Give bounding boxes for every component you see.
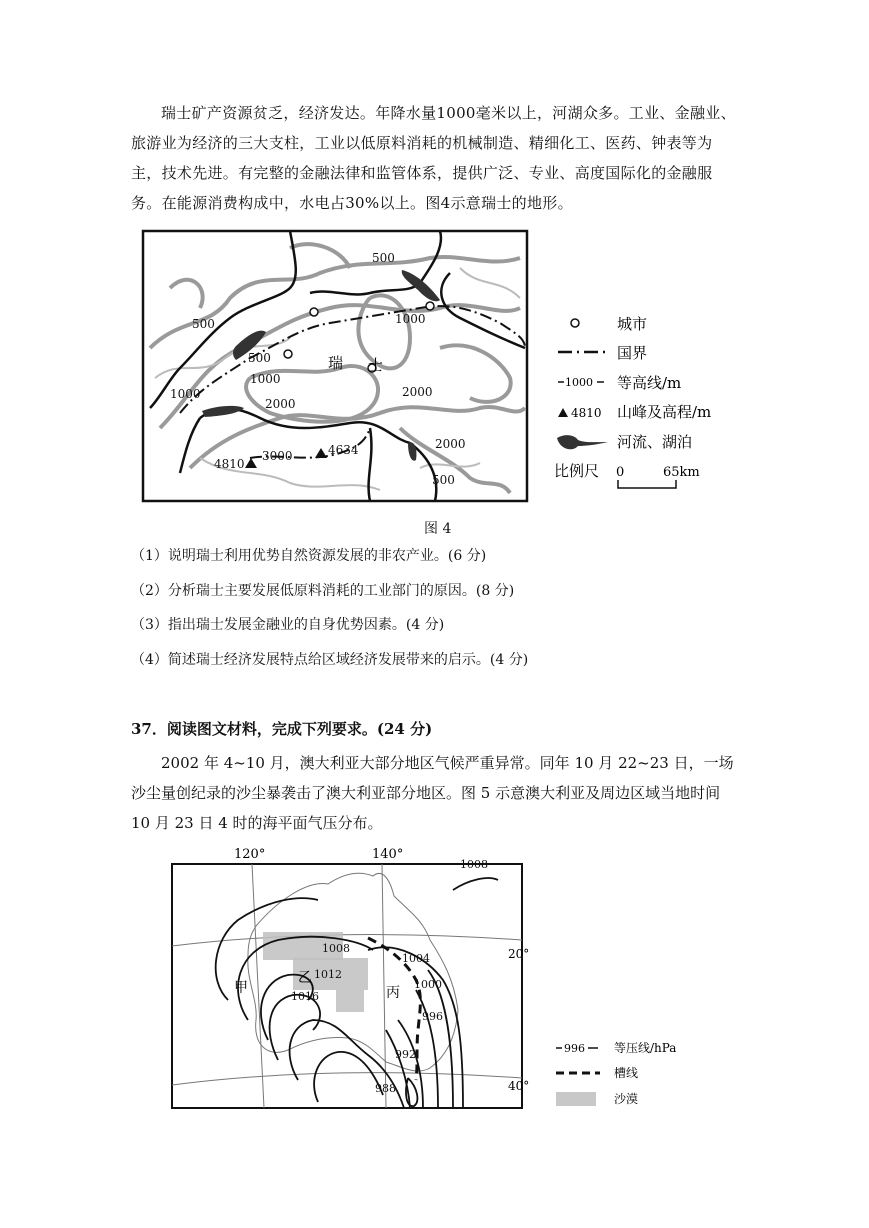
- australia-pressure-map: [168, 840, 708, 1120]
- map2-legend: [556, 1040, 676, 1106]
- peak-label: 4634: [328, 443, 359, 457]
- city-icon: [571, 319, 579, 327]
- contour-label: 1000: [250, 372, 281, 386]
- contour-label: 500: [192, 317, 215, 331]
- contour-label: 1000: [170, 387, 201, 401]
- legend-isobar-sample: 996: [564, 1042, 585, 1055]
- figure4-caption: 图 4: [424, 521, 452, 537]
- map1-legend: [554, 315, 711, 488]
- peak-4810-icon: [245, 458, 257, 468]
- isobar-label: 1016: [291, 990, 319, 1003]
- legend-city: 城市: [617, 315, 648, 333]
- lon-label: 120°: [234, 847, 266, 862]
- contour-label: 500: [248, 351, 271, 365]
- legend-peak: 山峰及高程/m: [617, 403, 712, 421]
- q37-paragraph: 2002 年 4~10 月，澳大利亚大部分地区气候严重异常。同年 10 月 22~23 日，一场沙尘量创纪录的沙尘暴袭击了澳大利亚部分地区。图 5 示意澳大利亚及周边区域当地时间 10 月 23 日 4 时的海平面气压分布。: [131, 754, 734, 832]
- legend-river: 河流、湖泊: [617, 433, 693, 451]
- region-label-b: 乙: [298, 970, 312, 986]
- contour-label: 500: [432, 473, 455, 487]
- isobar-label: 1000: [414, 978, 442, 991]
- lon-label: 140°: [372, 847, 404, 862]
- q37-heading: 37．阅读图文材料，完成下列要求。(24 分): [131, 720, 433, 738]
- legend-peak-sample: 4810: [571, 406, 602, 420]
- lat-label: 40°: [508, 1079, 530, 1093]
- isobar-label: 996: [422, 1010, 443, 1023]
- question-2: （2）分析瑞士主要发展低原料消耗的工业部门的原因。(8 分): [131, 583, 515, 599]
- river-lake-icon: [557, 435, 608, 449]
- isobar-label: 992: [395, 1048, 416, 1061]
- region-label-c: 丙: [386, 985, 400, 1001]
- contour-label: 2000: [435, 437, 466, 451]
- contour-label: 500: [372, 251, 395, 265]
- isobar-label: 1012: [314, 968, 342, 981]
- switzerland-terrain-map: [140, 228, 740, 508]
- question-1: （1）说明瑞士利用优势自然资源发展的非农产业。(6 分): [131, 548, 487, 564]
- legend-desert: 沙漠: [614, 1092, 639, 1106]
- question-3: （3）指出瑞士发展金融业的自身优势因素。(4 分): [131, 617, 445, 633]
- question-4: （4）简述瑞士经济发展特点给区域经济发展带来的启示。(4 分): [131, 652, 529, 668]
- lat-label: 20°: [508, 947, 530, 961]
- legend-contour-sample: 1000: [565, 376, 593, 389]
- isobar-label: 988: [375, 1082, 396, 1095]
- country-label: 士: [368, 356, 384, 374]
- peak-label: 4810: [214, 457, 245, 471]
- legend-border: 国界: [617, 344, 648, 362]
- peak-4634-icon: [315, 448, 327, 458]
- contour-label: 2000: [265, 397, 296, 411]
- legend-scale-label: 比例尺: [554, 462, 600, 480]
- region-label-a: 甲: [234, 980, 248, 996]
- contour-label: 2000: [402, 385, 433, 399]
- legend-scale-end: 65km: [663, 465, 700, 480]
- contour-label: 3000: [262, 449, 293, 463]
- legend-trough: 槽线: [614, 1066, 639, 1080]
- peak-icon: [558, 408, 568, 417]
- isobar-label: 1008: [322, 942, 350, 955]
- isobar-label: 1008: [460, 858, 488, 871]
- country-label: 瑞: [328, 354, 344, 372]
- scale-bar: [618, 480, 676, 488]
- legend-isobar: 等压线/hPa: [614, 1041, 677, 1055]
- intro-paragraph: 瑞士矿产资源贫乏，经济发达。年降水量1000毫米以上，河湖众多。工业、金融业、旅游业为经济的三大支柱，工业以低原料消耗的机械制造、精细化工、医药、钟表等为主，技术先进。有完整的金融法律和监管体系，提供广泛、专业、高度国际化的金融服务。在能源消费构成中，水电占30%以上。图4示意瑞士的地形。: [131, 104, 736, 212]
- legend-contour: 等高线/m: [617, 374, 682, 392]
- desert-legend-icon: [556, 1092, 596, 1106]
- isobar-label: 1004: [402, 952, 430, 965]
- contour-label: 1000: [395, 312, 426, 326]
- legend-scale-start: 0: [616, 465, 625, 480]
